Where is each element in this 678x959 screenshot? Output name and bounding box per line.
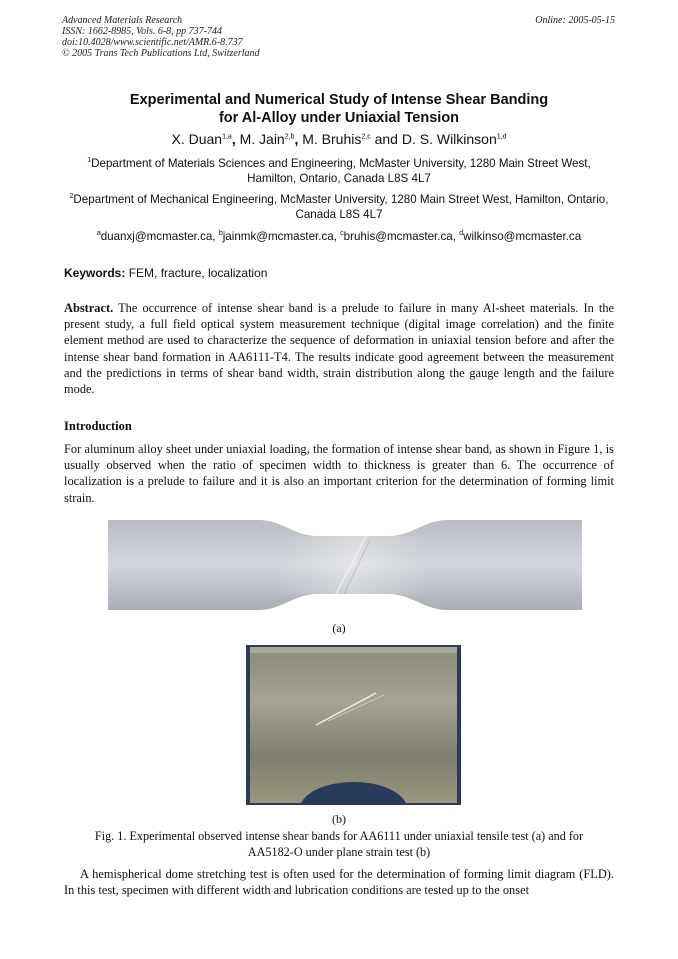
- paper-title: [0, 91, 678, 127]
- author-sup: 1,d: [496, 133, 507, 141]
- email-link[interactable]: duanxj@mcmaster.ca: [100, 230, 213, 243]
- figure-1b-plane-strain-specimen: [246, 645, 461, 805]
- issn-line: ISSN: 1662-8985, Vols. 6-8, pp 737-744: [62, 26, 222, 37]
- author-sep: and: [370, 131, 402, 147]
- caption-line-1: Fig. 1. Experimental observed intense shear bands for AA6111 under uniaxial tensile test (a) and for: [94, 829, 584, 843]
- author-sep: ,: [231, 131, 240, 147]
- author-name: M. Jain: [239, 131, 285, 147]
- caption-line-2: AA5182-O under plane strain test (b): [247, 845, 431, 859]
- affiliation-1: [62, 156, 616, 186]
- figure-1a-tensile-specimen: [108, 520, 582, 610]
- keywords-text: FEM, fracture, localization: [128, 266, 268, 280]
- title-line-1: Experimental and Numerical Study of Intense Shear Banding: [129, 92, 549, 108]
- affiliation-sup: 1: [87, 157, 92, 165]
- introduction-para-1: For aluminum alloy sheet under uniaxial loading, the formation of intense shear band, as shown in Figure 1, is usually observed when the ratio of specimen width to thickness is greater than 6. The occurrence of localization is a prelude to failure and it is also an important criterion for the determination of forming limit strain.: [64, 442, 614, 505]
- title-line-2: for Al-Alloy under Uniaxial Tension: [218, 110, 460, 126]
- email-link[interactable]: bruhis@mcmaster.ca: [343, 230, 453, 243]
- keywords-label: Keywords:: [64, 266, 126, 280]
- email-sup: a: [96, 230, 101, 238]
- email-sup: b: [218, 230, 223, 238]
- email-link[interactable]: wilkinso@mcmaster.ca: [463, 230, 582, 243]
- abstract: [64, 300, 614, 397]
- journal-header: [62, 15, 260, 59]
- author-sup: 2,c: [361, 133, 371, 141]
- figure-label-a: (a): [332, 621, 346, 635]
- journal-name: Advanced Materials Research: [62, 15, 183, 26]
- abstract-text: The occurrence of intense shear band is a prelude to failure in many Al-sheet materials. In the present study, a full field optical system measurement technique (digital image correlation) and the finite element method are used to characterize the sequence of deformation in uniaxial tension before and after the intense shear band formation in AA6111-T4. The results indicate good agreement between the measurement and the predictions in terms of shear band width, strain distribution along the gauge length and the failure mode.: [64, 301, 615, 397]
- copyright-line: © 2005 Trans Tech Publications Ltd, Switzerland: [62, 48, 260, 59]
- figure-label-b: (b): [332, 812, 346, 826]
- keywords: [64, 266, 267, 280]
- author-sep: ,: [294, 131, 303, 147]
- figure-caption: [62, 828, 616, 860]
- author-name: X. Duan: [171, 131, 223, 147]
- online-date: Online: 2005-05-15: [535, 15, 615, 26]
- introduction-heading: Introduction: [64, 419, 132, 433]
- affiliation-sup: 2: [69, 193, 74, 201]
- author-list: [0, 131, 678, 147]
- email-list: $^a$duanxj@mcmaster.ca, $^b$jainmk@mcmaster.ca, $^c$bruhis@mcmaster.ca, $^d$wilkinso@mcmaster.ca: [96, 230, 582, 243]
- email-sup: c: [340, 230, 344, 238]
- affiliation-2: [62, 192, 616, 222]
- affiliation-text: Department of Materials Sciences and Engineering, McMaster University, 1280 Main Street West, Hamilton, Ontario, Canada L8S 4L7: [91, 157, 591, 185]
- author-sup: 2,b: [284, 133, 295, 141]
- author-sup: 1,a: [222, 133, 232, 141]
- affiliation-text: Department of Mechanical Engineering, McMaster University, 1280 Main Street West, Hamilton, Ontario, Canada L8S 4L7: [73, 193, 609, 221]
- email-sup: d: [459, 230, 464, 238]
- abstract-label: Abstract.: [64, 301, 114, 315]
- introduction-para-2: A hemispherical dome stretching test is often used for the determination of forming limit diagram (FLD). In this test, specimen with different width and lubrication conditions are tested up to the onset: [64, 867, 614, 898]
- doi-line: doi:10.4028/www.scientific.net/AMR.6-8.737: [62, 37, 243, 48]
- email-link[interactable]: jainmk@mcmaster.ca: [222, 230, 334, 243]
- author-name: M. Bruhis: [302, 131, 362, 147]
- author-name: D. S. Wilkinson: [401, 131, 497, 147]
